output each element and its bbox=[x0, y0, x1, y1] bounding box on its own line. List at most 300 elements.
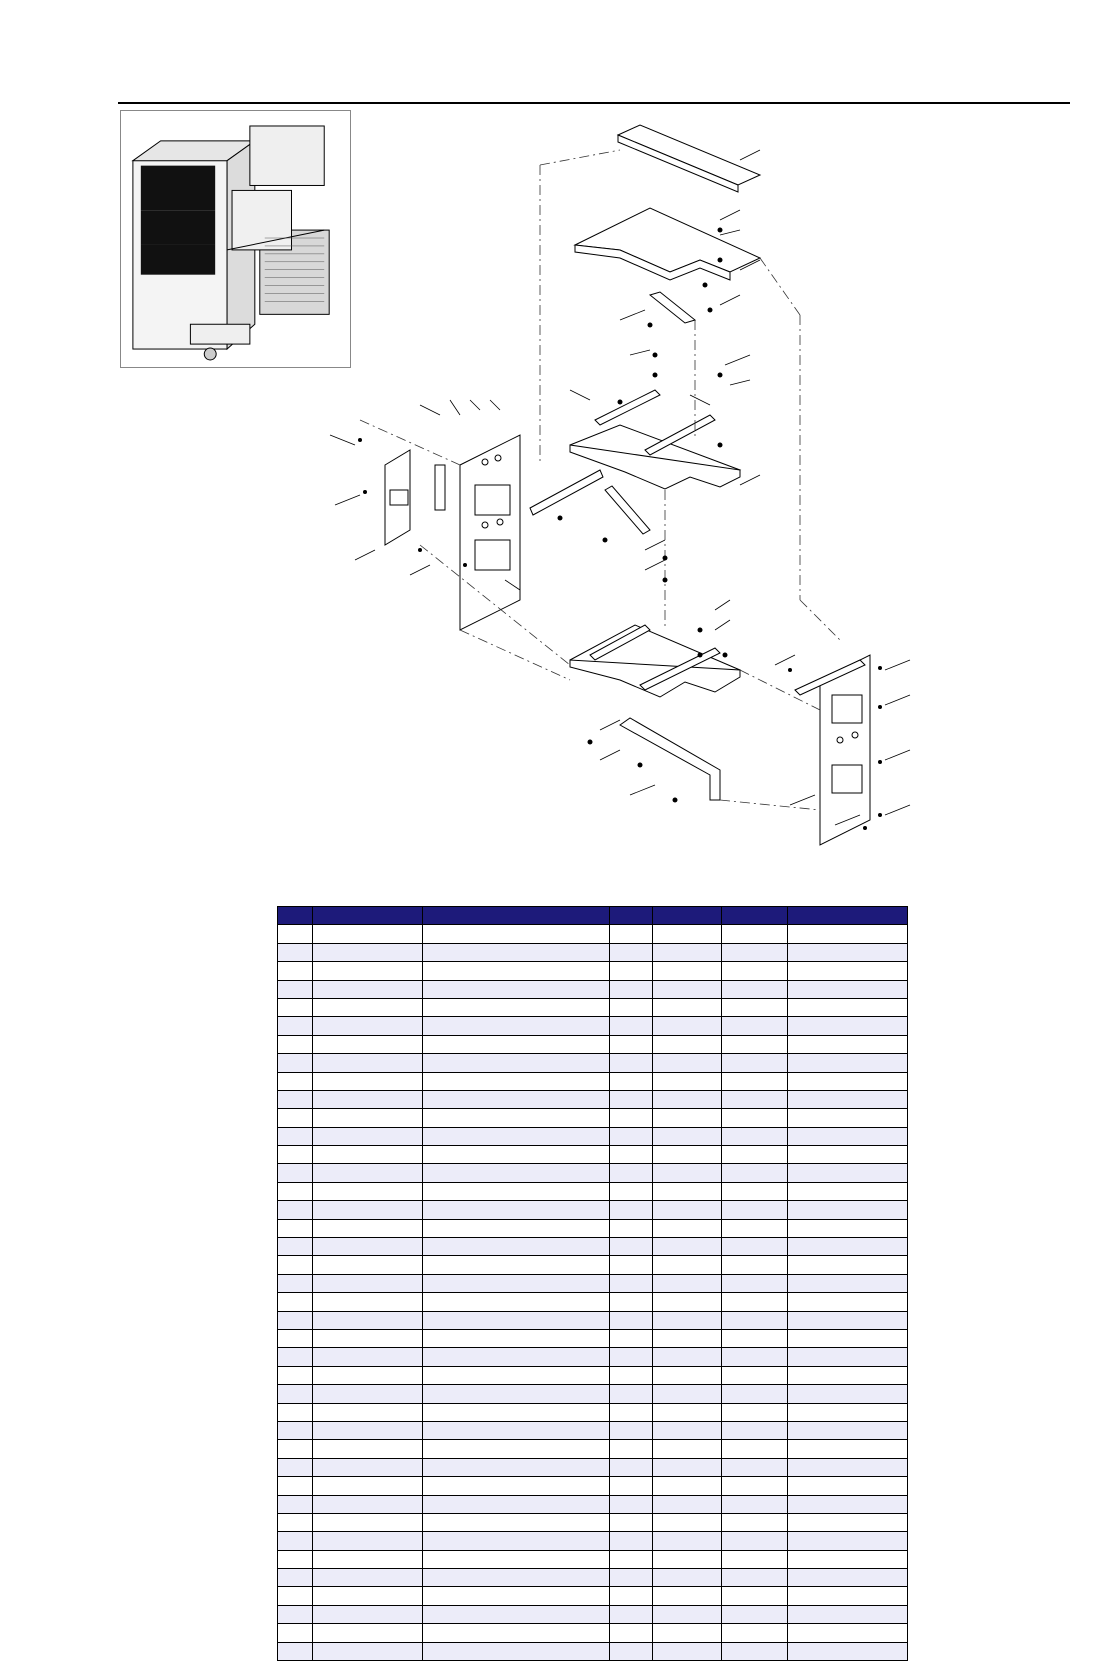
table-cell bbox=[313, 1274, 423, 1292]
table-cell bbox=[278, 1127, 313, 1145]
table-cell bbox=[788, 1513, 908, 1531]
table-cell bbox=[610, 980, 653, 998]
table-row bbox=[278, 998, 908, 1016]
table-cell bbox=[423, 1017, 610, 1035]
top-plate bbox=[618, 125, 760, 185]
table-cell bbox=[278, 1348, 313, 1366]
table-cell bbox=[788, 1182, 908, 1200]
table-cell bbox=[788, 1587, 908, 1605]
table-cell bbox=[313, 1403, 423, 1421]
table-cell bbox=[313, 1385, 423, 1403]
table-cell bbox=[653, 1421, 722, 1439]
table-cell bbox=[278, 998, 313, 1016]
table-cell bbox=[278, 1072, 313, 1090]
table-cell bbox=[788, 1219, 908, 1237]
table-cell bbox=[610, 1293, 653, 1311]
column-header bbox=[788, 907, 908, 925]
table-cell bbox=[653, 1182, 722, 1200]
table-cell bbox=[788, 1109, 908, 1127]
table-cell bbox=[313, 1109, 423, 1127]
table-cell bbox=[313, 1569, 423, 1587]
table-cell bbox=[722, 1238, 788, 1256]
table-cell bbox=[653, 1550, 722, 1568]
table-cell bbox=[423, 1256, 610, 1274]
table-row bbox=[278, 1458, 908, 1476]
table-cell bbox=[423, 1403, 610, 1421]
table-row bbox=[278, 1477, 908, 1495]
table-cell bbox=[313, 943, 423, 961]
table-cell bbox=[423, 1090, 610, 1108]
table-cell bbox=[423, 1201, 610, 1219]
table-cell bbox=[278, 980, 313, 998]
table-cell bbox=[653, 1017, 722, 1035]
table-cell bbox=[423, 1182, 610, 1200]
table-row bbox=[278, 1385, 908, 1403]
table-cell bbox=[423, 1072, 610, 1090]
table-cell bbox=[653, 1293, 722, 1311]
table-cell bbox=[313, 998, 423, 1016]
table-cell bbox=[653, 1311, 722, 1329]
table-cell bbox=[610, 943, 653, 961]
table-cell bbox=[653, 1219, 722, 1237]
table-cell bbox=[278, 1146, 313, 1164]
table-cell bbox=[313, 1366, 423, 1384]
table-cell bbox=[423, 1421, 610, 1439]
table-cell bbox=[278, 1329, 313, 1347]
table-cell bbox=[423, 1513, 610, 1531]
angle-bracket bbox=[620, 718, 720, 800]
table-cell bbox=[423, 1532, 610, 1550]
table-row bbox=[278, 1127, 908, 1145]
table-cell bbox=[278, 1569, 313, 1587]
column-header bbox=[653, 907, 722, 925]
table-cell bbox=[653, 1403, 722, 1421]
table-cell bbox=[653, 1238, 722, 1256]
table-cell bbox=[788, 1440, 908, 1458]
table-cell bbox=[788, 1146, 908, 1164]
table-cell bbox=[313, 962, 423, 980]
table-cell bbox=[423, 1624, 610, 1642]
table-cell bbox=[278, 1109, 313, 1127]
exploded-assembly-diagram-icon bbox=[320, 110, 980, 870]
table-cell bbox=[722, 1035, 788, 1053]
table-cell bbox=[722, 1182, 788, 1200]
table-cell bbox=[788, 925, 908, 943]
table-row bbox=[278, 1495, 908, 1513]
table-cell bbox=[278, 1182, 313, 1200]
table-cell bbox=[313, 1054, 423, 1072]
parts-table bbox=[277, 906, 908, 1661]
table-row bbox=[278, 1624, 908, 1642]
table-row bbox=[278, 1035, 908, 1053]
table-cell bbox=[423, 1293, 610, 1311]
table-cell bbox=[278, 1605, 313, 1623]
table-cell bbox=[788, 1256, 908, 1274]
table-cell bbox=[313, 1624, 423, 1642]
table-cell bbox=[313, 1293, 423, 1311]
table-cell bbox=[722, 1569, 788, 1587]
table-cell bbox=[610, 1366, 653, 1384]
table-cell bbox=[423, 1109, 610, 1127]
table-cell bbox=[278, 1587, 313, 1605]
table-row bbox=[278, 1605, 908, 1623]
table-cell bbox=[722, 1550, 788, 1568]
table-cell bbox=[313, 1348, 423, 1366]
table-cell bbox=[313, 1127, 423, 1145]
table-row bbox=[278, 925, 908, 943]
table-cell bbox=[278, 1458, 313, 1476]
table-cell bbox=[278, 1513, 313, 1531]
table-cell bbox=[653, 943, 722, 961]
table-row bbox=[278, 1182, 908, 1200]
table-cell bbox=[610, 925, 653, 943]
table-cell bbox=[278, 962, 313, 980]
table-cell bbox=[788, 1311, 908, 1329]
column-header bbox=[278, 907, 313, 925]
table-cell bbox=[610, 1550, 653, 1568]
table-cell bbox=[610, 1274, 653, 1292]
table-cell bbox=[722, 1458, 788, 1476]
table-cell bbox=[610, 1421, 653, 1439]
table-cell bbox=[653, 1513, 722, 1531]
table-cell bbox=[423, 1587, 610, 1605]
table-cell bbox=[313, 1035, 423, 1053]
table-cell bbox=[278, 1219, 313, 1237]
table-cell bbox=[722, 1421, 788, 1439]
table-cell bbox=[610, 1311, 653, 1329]
table-row bbox=[278, 1421, 908, 1439]
table-cell bbox=[788, 1274, 908, 1292]
table-cell bbox=[423, 925, 610, 943]
table-row bbox=[278, 1164, 908, 1182]
parts-table-header bbox=[278, 907, 908, 925]
table-cell bbox=[788, 1238, 908, 1256]
table-cell bbox=[423, 1219, 610, 1237]
table-cell bbox=[722, 1219, 788, 1237]
table-cell bbox=[788, 1348, 908, 1366]
table-cell bbox=[313, 1587, 423, 1605]
side-plate-right bbox=[820, 655, 870, 845]
table-cell bbox=[423, 1385, 610, 1403]
table-cell bbox=[423, 1274, 610, 1292]
table-cell bbox=[653, 962, 722, 980]
table-row bbox=[278, 962, 908, 980]
table-cell bbox=[423, 1605, 610, 1623]
table-cell bbox=[788, 1495, 908, 1513]
table-cell bbox=[423, 1366, 610, 1384]
table-cell bbox=[278, 1090, 313, 1108]
table-cell bbox=[722, 943, 788, 961]
table-cell bbox=[313, 1421, 423, 1439]
table-cell bbox=[653, 1495, 722, 1513]
table-cell bbox=[313, 1072, 423, 1090]
table-cell bbox=[653, 1385, 722, 1403]
table-cell bbox=[278, 1421, 313, 1439]
table-cell bbox=[278, 1624, 313, 1642]
table-cell bbox=[313, 1477, 423, 1495]
table-cell bbox=[653, 980, 722, 998]
diagonal-rail bbox=[530, 470, 603, 515]
table-cell bbox=[653, 1587, 722, 1605]
table-cell bbox=[313, 1201, 423, 1219]
table-cell bbox=[788, 943, 908, 961]
table-row bbox=[278, 1090, 908, 1108]
table-row bbox=[278, 1293, 908, 1311]
table-cell bbox=[278, 1550, 313, 1568]
table-cell bbox=[313, 980, 423, 998]
table-cell bbox=[788, 1477, 908, 1495]
table-cell bbox=[423, 1477, 610, 1495]
table-cell bbox=[610, 1238, 653, 1256]
table-row bbox=[278, 1017, 908, 1035]
table-cell bbox=[653, 1366, 722, 1384]
table-cell bbox=[610, 1146, 653, 1164]
table-cell bbox=[653, 1274, 722, 1292]
slide-rail bbox=[605, 486, 650, 534]
table-cell bbox=[722, 1605, 788, 1623]
table-cell bbox=[278, 1035, 313, 1053]
table-cell bbox=[313, 1329, 423, 1347]
table-row bbox=[278, 1403, 908, 1421]
table-cell bbox=[423, 943, 610, 961]
table-cell bbox=[788, 1072, 908, 1090]
table-cell bbox=[313, 1495, 423, 1513]
table-cell bbox=[423, 1238, 610, 1256]
table-row bbox=[278, 1513, 908, 1531]
table-row bbox=[278, 1587, 908, 1605]
table-cell bbox=[610, 1587, 653, 1605]
table-cell bbox=[610, 1458, 653, 1476]
table-cell bbox=[722, 1366, 788, 1384]
table-cell bbox=[610, 1385, 653, 1403]
table-cell bbox=[653, 1146, 722, 1164]
table-cell bbox=[653, 1348, 722, 1366]
table-cell bbox=[610, 1164, 653, 1182]
table-cell bbox=[653, 925, 722, 943]
table-cell bbox=[722, 1329, 788, 1347]
table-cell bbox=[278, 1256, 313, 1274]
table-cell bbox=[278, 1366, 313, 1384]
table-cell bbox=[788, 1605, 908, 1623]
table-cell bbox=[722, 1642, 788, 1660]
machine-locator-icon bbox=[121, 111, 350, 367]
table-row bbox=[278, 1550, 908, 1568]
table-cell bbox=[653, 1329, 722, 1347]
table-cell bbox=[610, 1605, 653, 1623]
table-cell bbox=[653, 1201, 722, 1219]
table-row bbox=[278, 1569, 908, 1587]
table-row bbox=[278, 1366, 908, 1384]
table-row bbox=[278, 1219, 908, 1237]
parts-table-body bbox=[278, 925, 908, 1661]
table-cell bbox=[313, 1513, 423, 1531]
table-cell bbox=[653, 1458, 722, 1476]
table-cell bbox=[610, 1532, 653, 1550]
table-cell bbox=[722, 1164, 788, 1182]
table-cell bbox=[653, 1532, 722, 1550]
table-row bbox=[278, 1109, 908, 1127]
angle-rail bbox=[650, 292, 695, 323]
table-cell bbox=[653, 1127, 722, 1145]
table-cell bbox=[610, 1642, 653, 1660]
table-cell bbox=[278, 1495, 313, 1513]
table-cell bbox=[788, 1532, 908, 1550]
table-row bbox=[278, 1054, 908, 1072]
upper-base-plate bbox=[575, 208, 760, 272]
table-cell bbox=[313, 1146, 423, 1164]
table-cell bbox=[278, 1238, 313, 1256]
table-cell bbox=[653, 1035, 722, 1053]
table-row bbox=[278, 1440, 908, 1458]
table-cell bbox=[423, 1440, 610, 1458]
table-row bbox=[278, 1201, 908, 1219]
table-cell bbox=[423, 1035, 610, 1053]
table-cell bbox=[722, 1109, 788, 1127]
table-cell bbox=[722, 1293, 788, 1311]
table-cell bbox=[313, 1605, 423, 1623]
table-cell bbox=[722, 1311, 788, 1329]
table-cell bbox=[722, 1348, 788, 1366]
table-cell bbox=[278, 1274, 313, 1292]
table-row bbox=[278, 980, 908, 998]
table-cell bbox=[653, 1090, 722, 1108]
table-cell bbox=[610, 1017, 653, 1035]
table-cell bbox=[610, 1072, 653, 1090]
table-cell bbox=[313, 1532, 423, 1550]
table-cell bbox=[722, 998, 788, 1016]
table-cell bbox=[610, 1569, 653, 1587]
table-cell bbox=[722, 980, 788, 998]
table-cell bbox=[610, 1440, 653, 1458]
table-cell bbox=[722, 1127, 788, 1145]
table-cell bbox=[788, 1458, 908, 1476]
table-row bbox=[278, 1348, 908, 1366]
table-cell bbox=[278, 1642, 313, 1660]
table-row bbox=[278, 1256, 908, 1274]
table-cell bbox=[788, 998, 908, 1016]
table-cell bbox=[423, 1348, 610, 1366]
table-cell bbox=[610, 1477, 653, 1495]
table-cell bbox=[653, 1109, 722, 1127]
table-cell bbox=[313, 1090, 423, 1108]
table-cell bbox=[278, 1440, 313, 1458]
table-cell bbox=[423, 962, 610, 980]
table-cell bbox=[788, 1090, 908, 1108]
table-cell bbox=[278, 1201, 313, 1219]
column-header bbox=[722, 907, 788, 925]
table-cell bbox=[722, 925, 788, 943]
table-cell bbox=[653, 1569, 722, 1587]
table-cell bbox=[278, 1385, 313, 1403]
table-cell bbox=[313, 1642, 423, 1660]
table-row bbox=[278, 943, 908, 961]
table-cell bbox=[722, 1513, 788, 1531]
table-cell bbox=[610, 1403, 653, 1421]
table-cell bbox=[313, 925, 423, 943]
exploded-assembly-diagram bbox=[320, 110, 980, 870]
table-cell bbox=[788, 1035, 908, 1053]
table-cell bbox=[278, 1017, 313, 1035]
table-cell bbox=[788, 1403, 908, 1421]
table-cell bbox=[653, 998, 722, 1016]
table-cell bbox=[722, 1017, 788, 1035]
table-cell bbox=[278, 1403, 313, 1421]
table-cell bbox=[313, 1182, 423, 1200]
table-cell bbox=[610, 1035, 653, 1053]
table-row bbox=[278, 1146, 908, 1164]
table-cell bbox=[722, 1624, 788, 1642]
table-cell bbox=[788, 1624, 908, 1642]
table-cell bbox=[722, 1072, 788, 1090]
table-cell bbox=[788, 1127, 908, 1145]
table-cell bbox=[423, 1642, 610, 1660]
table-cell bbox=[788, 980, 908, 998]
table-cell bbox=[788, 1164, 908, 1182]
table-cell bbox=[722, 1090, 788, 1108]
table-cell bbox=[610, 1329, 653, 1347]
table-cell bbox=[610, 998, 653, 1016]
table-cell bbox=[610, 1109, 653, 1127]
table-cell bbox=[722, 1201, 788, 1219]
table-cell bbox=[610, 1090, 653, 1108]
table-cell bbox=[788, 1642, 908, 1660]
table-cell bbox=[313, 1440, 423, 1458]
table-cell bbox=[653, 1624, 722, 1642]
table-cell bbox=[722, 1403, 788, 1421]
table-cell bbox=[423, 1569, 610, 1587]
table-cell bbox=[722, 1440, 788, 1458]
table-row bbox=[278, 1532, 908, 1550]
table-cell bbox=[610, 1624, 653, 1642]
table-cell bbox=[423, 1146, 610, 1164]
table-cell bbox=[423, 1495, 610, 1513]
table-cell bbox=[278, 1164, 313, 1182]
table-row bbox=[278, 1072, 908, 1090]
table-cell bbox=[722, 1385, 788, 1403]
table-cell bbox=[653, 1164, 722, 1182]
table-cell bbox=[722, 1587, 788, 1605]
column-header bbox=[610, 907, 653, 925]
table-cell bbox=[788, 1366, 908, 1384]
table-cell bbox=[278, 925, 313, 943]
table-cell bbox=[788, 1201, 908, 1219]
table-cell bbox=[788, 1293, 908, 1311]
middle-rail-left bbox=[595, 390, 660, 425]
table-row bbox=[278, 1642, 908, 1660]
table-cell bbox=[788, 1421, 908, 1439]
table-cell bbox=[610, 962, 653, 980]
table-cell bbox=[278, 1293, 313, 1311]
table-cell bbox=[653, 1440, 722, 1458]
table-cell bbox=[278, 1054, 313, 1072]
table-cell bbox=[423, 980, 610, 998]
table-cell bbox=[423, 1127, 610, 1145]
table-cell bbox=[313, 1238, 423, 1256]
table-cell bbox=[313, 1550, 423, 1568]
table-cell bbox=[610, 1495, 653, 1513]
table-cell bbox=[278, 1477, 313, 1495]
table-cell bbox=[653, 1072, 722, 1090]
table-cell bbox=[313, 1458, 423, 1476]
table-row bbox=[278, 1238, 908, 1256]
table-cell bbox=[653, 1477, 722, 1495]
table-cell bbox=[722, 1256, 788, 1274]
table-cell bbox=[278, 1532, 313, 1550]
table-cell bbox=[788, 962, 908, 980]
table-row bbox=[278, 1329, 908, 1347]
table-cell bbox=[423, 1054, 610, 1072]
table-cell bbox=[788, 1550, 908, 1568]
